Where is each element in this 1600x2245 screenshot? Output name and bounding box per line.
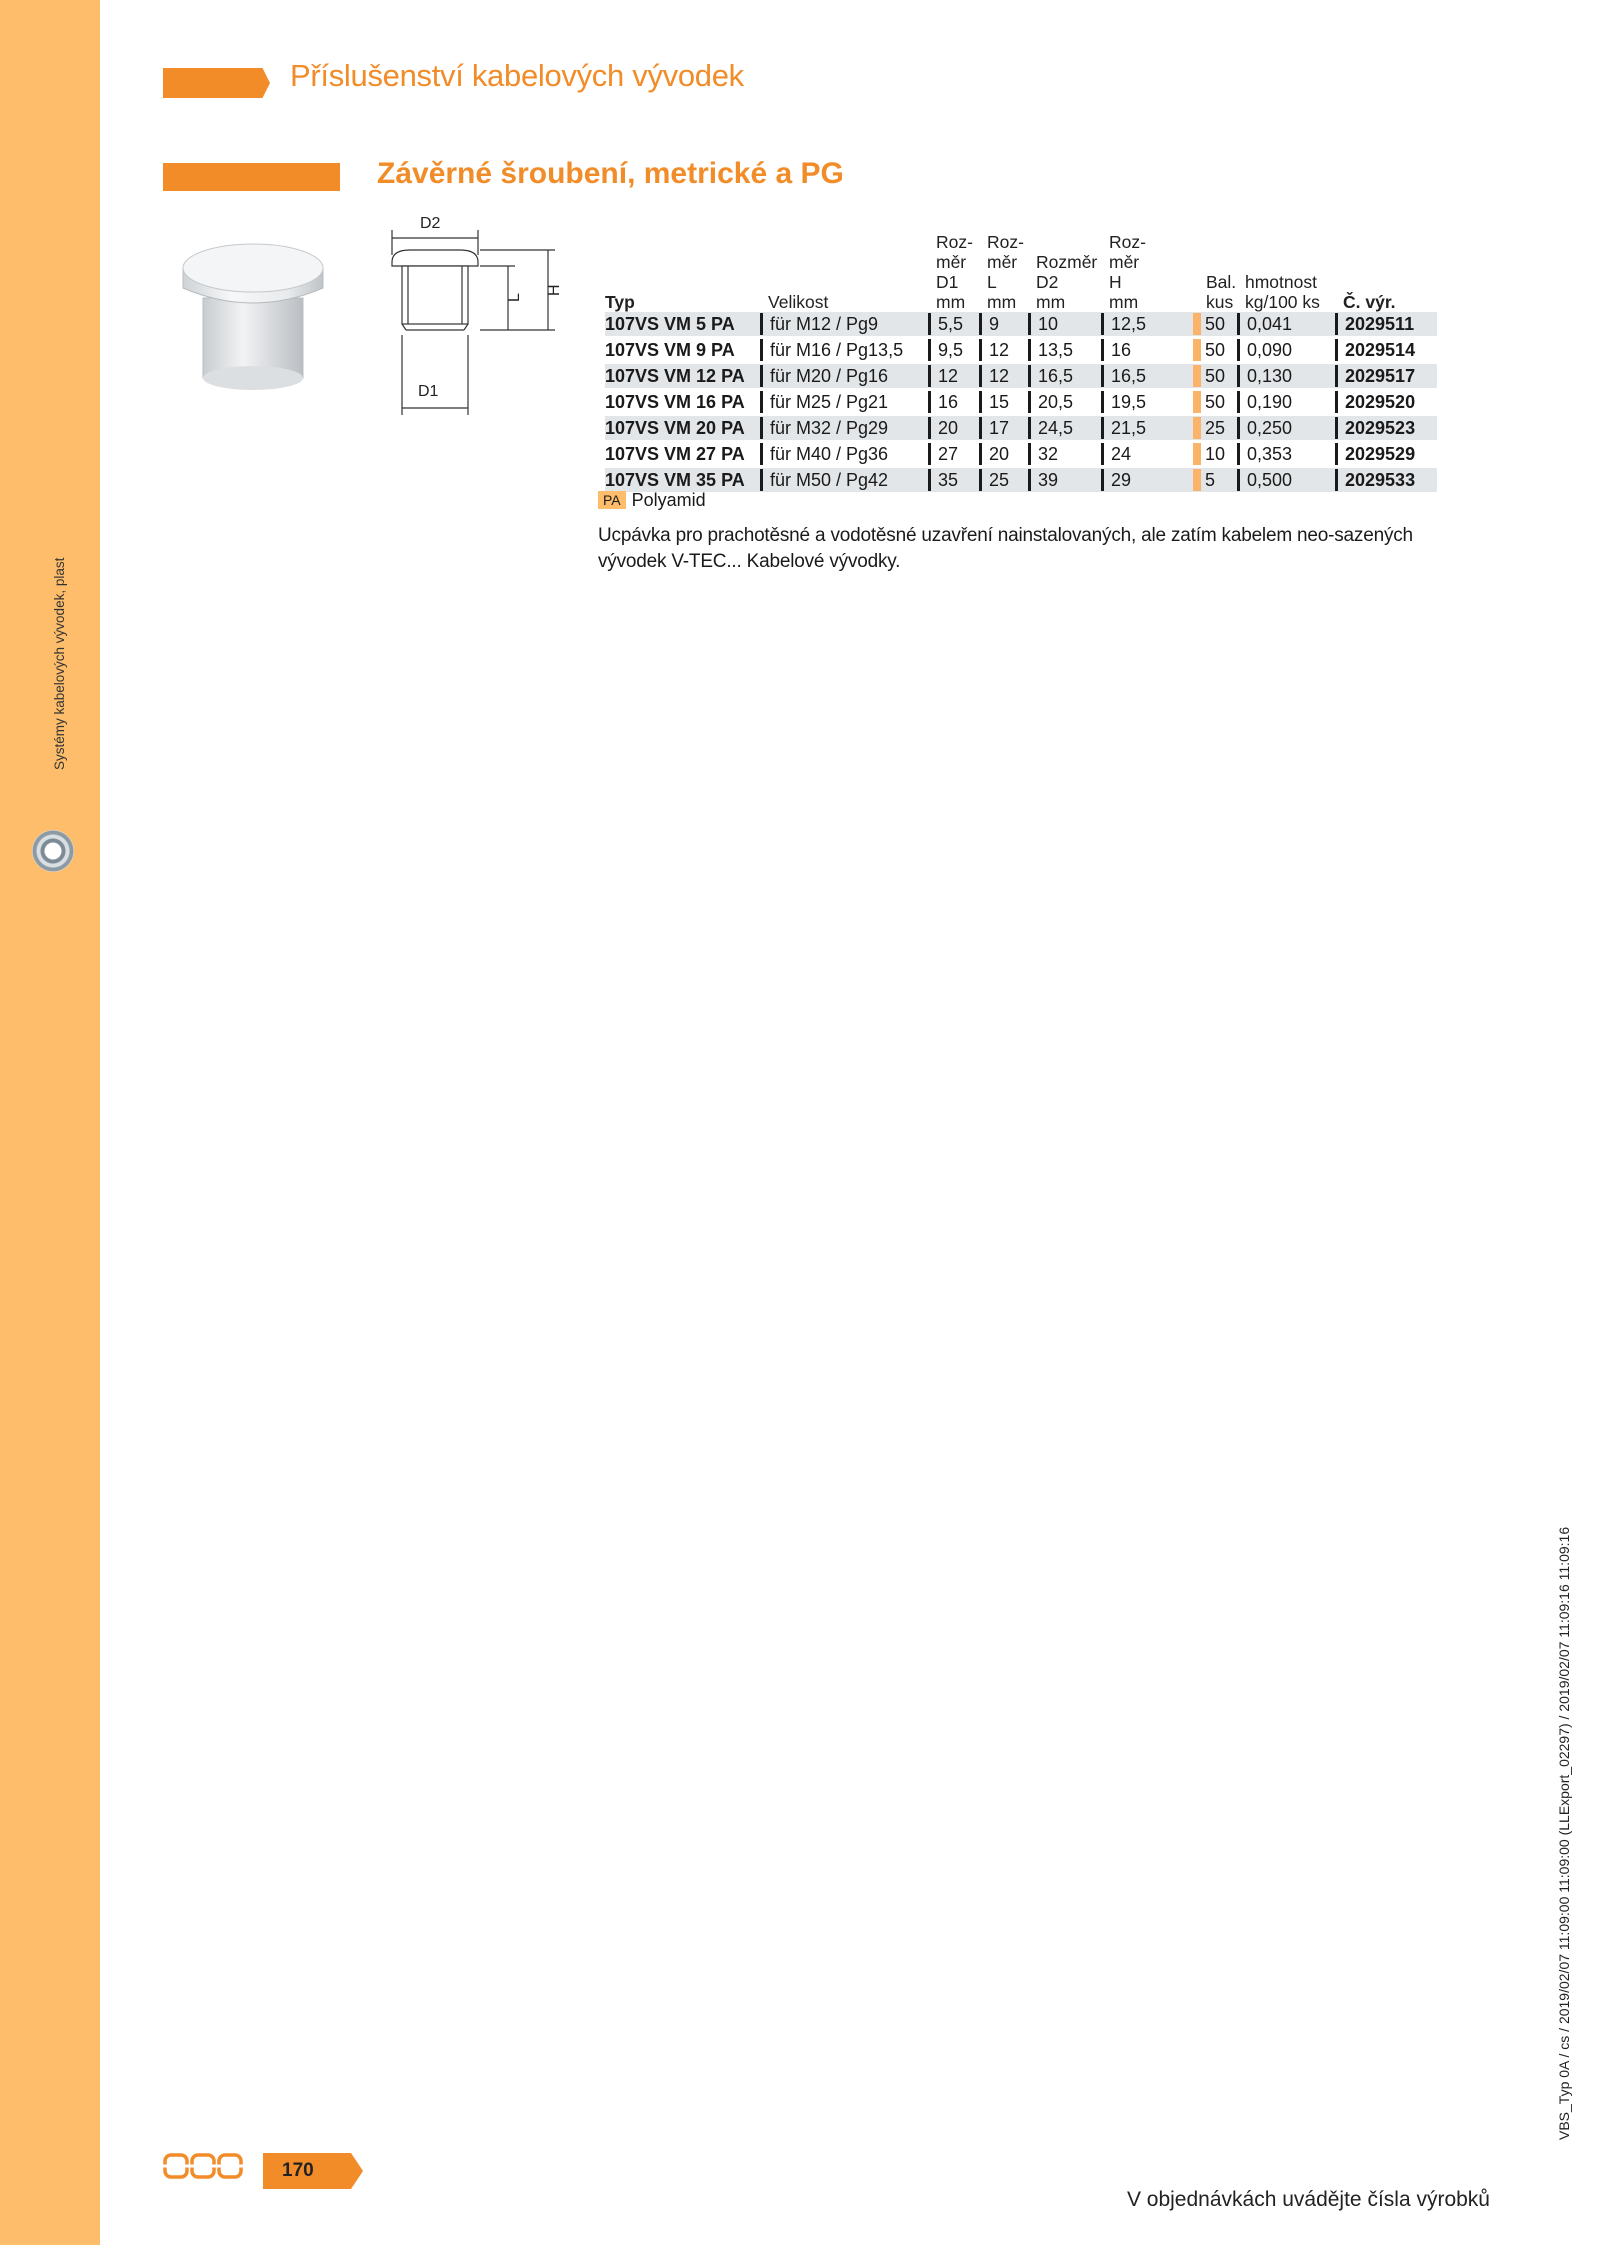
cell-d2: 20,5 (1028, 391, 1073, 413)
cell-typ: 107VS VM 5 PA (605, 314, 735, 334)
cell-h: 24 (1101, 443, 1131, 465)
cell-hmotnost: 0,090 (1237, 339, 1292, 361)
cell-cvyr: 2029514 (1335, 339, 1415, 361)
footer-note: V objednávkách uvádějte čísla výrobků (1126, 2188, 1490, 2211)
cell-velikost: für M25 / Pg21 (760, 391, 888, 413)
dimension-drawing (380, 210, 565, 420)
cell-h: 21,5 (1101, 417, 1146, 439)
sidebar (0, 0, 100, 2245)
cell-cvyr: 2029523 (1335, 417, 1415, 439)
cell-typ: 107VS VM 16 PA (605, 392, 745, 412)
material-badge: PA (598, 491, 626, 509)
cell-d2: 32 (1028, 443, 1058, 465)
cell-h: 12,5 (1101, 313, 1146, 335)
table-row (605, 416, 1437, 442)
document-meta: VBS_Typ 0A / cs / 2019/02/07 11:09:00 11:09:00 (LLExport_02297) / 2019/02/07 11:09:16 11:09:16 (1556, 1526, 1572, 2140)
cell-l: 20 (979, 443, 1009, 465)
cell-d1: 9,5 (928, 339, 963, 361)
table-row (605, 468, 1437, 494)
cell-hmotnost: 0,130 (1237, 365, 1292, 387)
section-title: Závěrné šroubení, metrické a PG (377, 157, 844, 190)
cell-typ: 107VS VM 9 PA (605, 340, 735, 360)
material-text: Polyamid (631, 490, 706, 510)
cell-h: 16 (1101, 339, 1131, 361)
cell-bal: 25 (1193, 417, 1225, 439)
page-number: 170 (282, 2160, 314, 2181)
cell-bal: 50 (1193, 313, 1225, 335)
cell-l: 25 (979, 469, 1009, 491)
cell-d1: 20 (928, 417, 958, 439)
col-cvyr: Č. výr. (1343, 292, 1396, 312)
cell-d2: 39 (1028, 469, 1058, 491)
cell-d1: 35 (928, 469, 958, 491)
cell-cvyr: 2029533 (1335, 469, 1415, 491)
cell-h: 19,5 (1101, 391, 1146, 413)
cell-typ: 107VS VM 27 PA (605, 444, 745, 464)
cell-velikost: für M12 / Pg9 (760, 313, 878, 335)
cell-hmotnost: 0,353 (1237, 443, 1292, 465)
cell-l: 9 (979, 313, 999, 335)
page-header-title: Příslušenství kabelových vývodek (290, 58, 744, 93)
col-velikost: Velikost (768, 292, 829, 312)
cell-d2: 24,5 (1028, 417, 1073, 439)
material-legend (598, 490, 706, 511)
product-description: Ucpávka pro prachotěsné a vodotěsné uzavření nainstalovaných, ale zatím kabelem neo-sazených vývodek V-TEC... Kabelové vývodky. (598, 525, 1413, 572)
cell-typ: 107VS VM 35 PA (605, 470, 745, 490)
cell-l: 17 (979, 417, 1009, 439)
label-l: L (506, 293, 523, 302)
header-accent-bar (163, 68, 270, 98)
cell-d1: 27 (928, 443, 958, 465)
cell-d1: 12 (928, 365, 958, 387)
cell-cvyr: 2029520 (1335, 391, 1415, 413)
cell-bal: 50 (1193, 391, 1225, 413)
cell-cvyr: 2029517 (1335, 365, 1415, 387)
cell-l: 15 (979, 391, 1009, 413)
product-photo (178, 238, 328, 398)
cell-d1: 5,5 (928, 313, 963, 335)
cell-velikost: für M50 / Pg42 (760, 469, 888, 491)
product-table (605, 220, 1437, 494)
table-row (605, 390, 1437, 416)
cell-d2: 13,5 (1028, 339, 1073, 361)
obo-logo (163, 2152, 245, 2180)
cell-typ: 107VS VM 12 PA (605, 366, 745, 386)
cell-bal: 5 (1193, 469, 1215, 491)
cell-typ: 107VS VM 20 PA (605, 418, 745, 438)
col-bal: Bal. kus (1206, 272, 1237, 312)
col-hmotnost: hmotnost kg/100 ks (1245, 272, 1320, 312)
section-accent-bar (163, 163, 340, 191)
cell-l: 12 (979, 365, 1009, 387)
cell-cvyr: 2029529 (1335, 443, 1415, 465)
cell-hmotnost: 0,190 (1237, 391, 1292, 413)
cell-velikost: für M16 / Pg13,5 (760, 339, 903, 361)
col-d1: Roz- měr D1 mm (936, 232, 973, 312)
cell-velikost: für M40 / Pg36 (760, 443, 888, 465)
col-l: Roz- měr L mm (987, 232, 1024, 312)
cell-bal: 50 (1193, 339, 1225, 361)
table-row (605, 312, 1437, 338)
cell-bal: 10 (1193, 443, 1225, 465)
cell-hmotnost: 0,500 (1237, 469, 1292, 491)
cell-l: 12 (979, 339, 1009, 361)
cell-h: 29 (1101, 469, 1131, 491)
cell-d2: 10 (1028, 313, 1058, 335)
cell-h: 16,5 (1101, 365, 1146, 387)
table-body (605, 312, 1437, 494)
cable-gland-icon (32, 830, 74, 872)
cell-hmotnost: 0,250 (1237, 417, 1292, 439)
cell-cvyr: 2029511 (1335, 313, 1414, 335)
cell-hmotnost: 0,041 (1237, 313, 1292, 335)
table-header (605, 220, 1437, 312)
col-h: Roz- měr H mm (1109, 232, 1146, 312)
table-row (605, 442, 1437, 468)
label-h: H (546, 284, 563, 296)
label-d2: D2 (420, 215, 441, 232)
sidebar-title: Systémy kabelových vývodek, plast (52, 557, 67, 770)
table-row (605, 364, 1437, 390)
col-d2: Rozměr D2 mm (1036, 252, 1098, 312)
cell-d1: 16 (928, 391, 958, 413)
cell-velikost: für M20 / Pg16 (760, 365, 888, 387)
cell-bal: 50 (1193, 365, 1225, 387)
col-typ: Typ (605, 292, 635, 312)
cell-d2: 16,5 (1028, 365, 1073, 387)
table-row (605, 338, 1437, 364)
label-d1: D1 (418, 383, 439, 400)
cell-velikost: für M32 / Pg29 (760, 417, 888, 439)
